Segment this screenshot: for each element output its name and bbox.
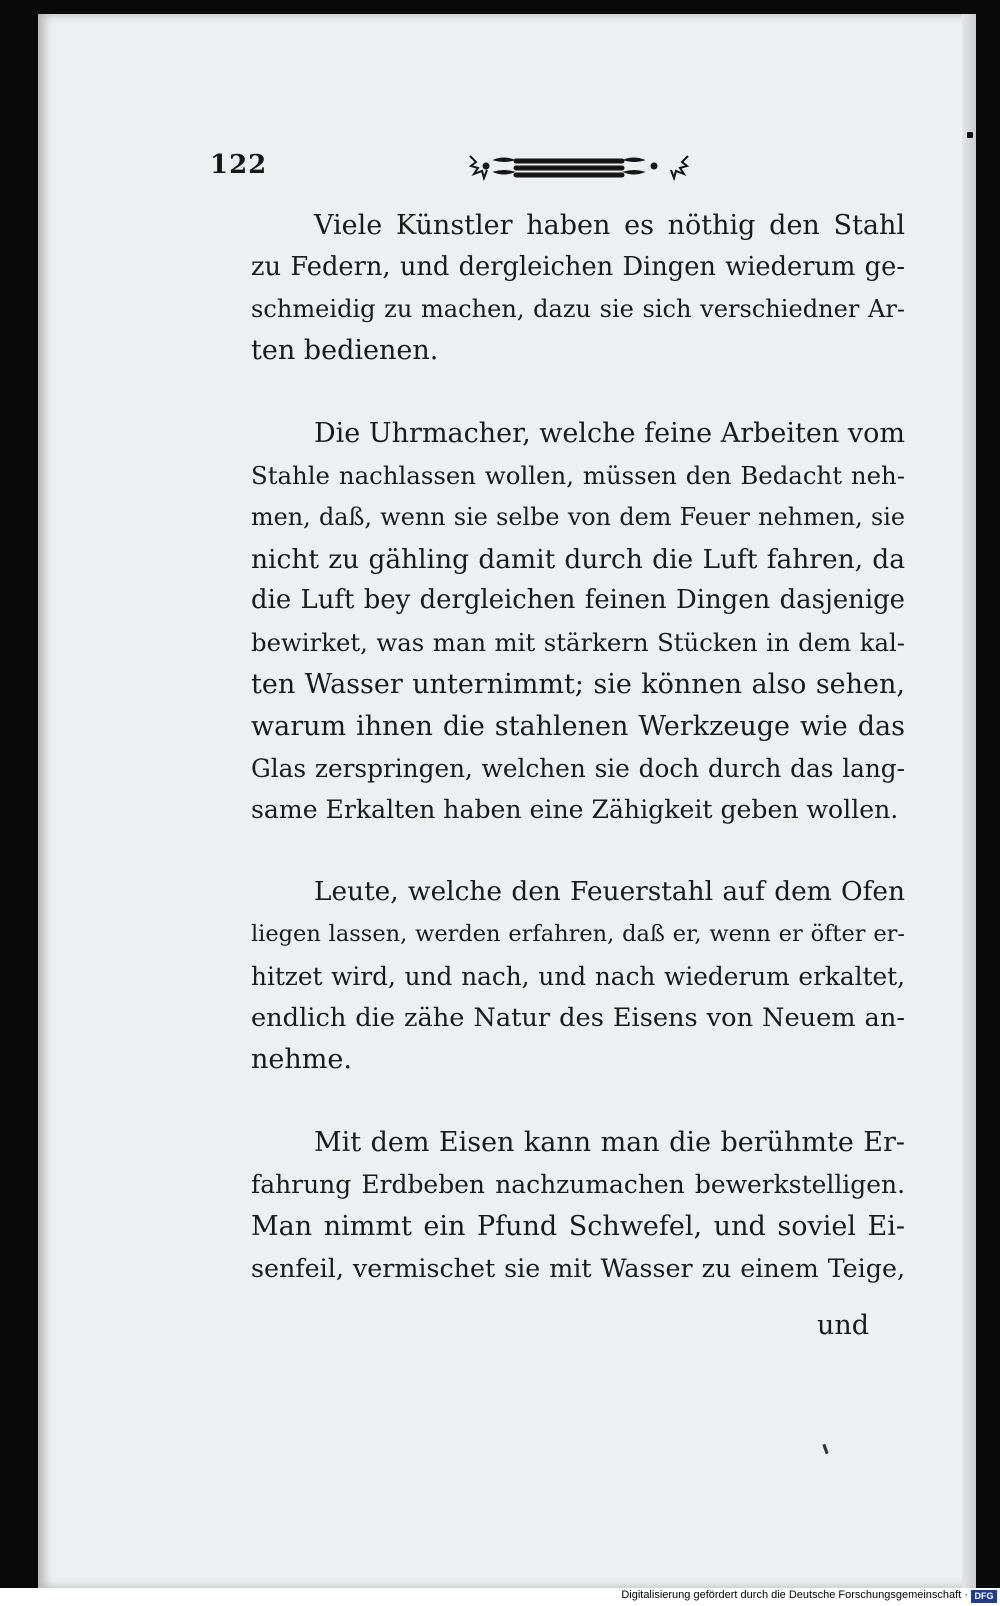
text-line: Mit dem Eisen kann man die berühmte Er- <box>314 1127 906 1159</box>
page-number: 122 <box>210 150 268 180</box>
text-line: Viele Künstler haben es nöthig den Stahl <box>314 210 906 241</box>
footer-bar <box>0 1588 1000 1606</box>
edge-mark <box>967 132 973 138</box>
paragraph-3 <box>251 872 905 1081</box>
paragraph-2 <box>251 413 905 831</box>
text-line: Leute, welche den Feuerstahl auf dem Ofen <box>314 877 905 908</box>
paragraph-4 <box>251 1122 905 1289</box>
text-line: Man nimmt ein Pfund Schwefel, und soviel Ei- <box>251 1210 906 1242</box>
text-line: liegen lassen, werden erfahren, daß er, wenn er öfter er- <box>251 920 905 947</box>
text-line: zu Federn, und dergleichen Dingen wiederum ge- <box>251 251 905 282</box>
body-text <box>251 205 905 1289</box>
header-ornament <box>464 146 694 190</box>
dfg-logo: DFG <box>971 1590 997 1603</box>
text-line: nicht zu gähling damit durch die Luft fahren, da <box>251 543 905 575</box>
text-line: senfeil, vermischet sie mit Wasser zu einem Teige, <box>251 1252 905 1283</box>
text-line: schmeidig zu machen, dazu sie sich verschiedner Ar- <box>251 294 905 323</box>
text-line: nehme. <box>251 1044 352 1076</box>
text-line: fahrung Erdbeben nachzumachen bewerkstelligen. <box>251 1169 905 1199</box>
text-line: endlich die zähe Natur des Eisens von Neuem an- <box>251 1002 905 1033</box>
catchword: und <box>817 1310 870 1341</box>
text-line: men, daß, wenn sie selbe von dem Feuer nehmen, sie <box>251 502 905 531</box>
text-line: hitzet wird, und nach, und nach wiederum erkaltet, <box>251 961 905 991</box>
footer-credit: Digitalisierung gefördert durch die Deutsche Forschungsgemeinschaft · <box>621 1589 968 1601</box>
text-line: Stahle nachlassen wollen, müssen den Bedacht neh- <box>251 460 905 490</box>
paragraph-1 <box>251 205 905 372</box>
text-line: same Erkalten haben eine Zähigkeit geben wollen. <box>251 795 899 825</box>
page-edge <box>962 14 976 1588</box>
text-line: ten bedienen. <box>251 335 439 367</box>
text-line: Glas zerspringen, welchen sie doch durch das lang- <box>251 753 905 783</box>
text-line: ten Wasser unternimmt; sie können also sehen, <box>251 668 905 700</box>
text-line: Die Uhrmacher, welche feine Arbeiten vom <box>314 418 906 450</box>
text-line: bewirket, was man mit stärkern Stücken in dem kal- <box>251 628 905 658</box>
text-line: die Luft bey dergleichen feinen Dingen dasjenige <box>251 585 905 616</box>
text-line: warum ihnen die stahlenen Werkzeuge wie das <box>251 710 905 742</box>
